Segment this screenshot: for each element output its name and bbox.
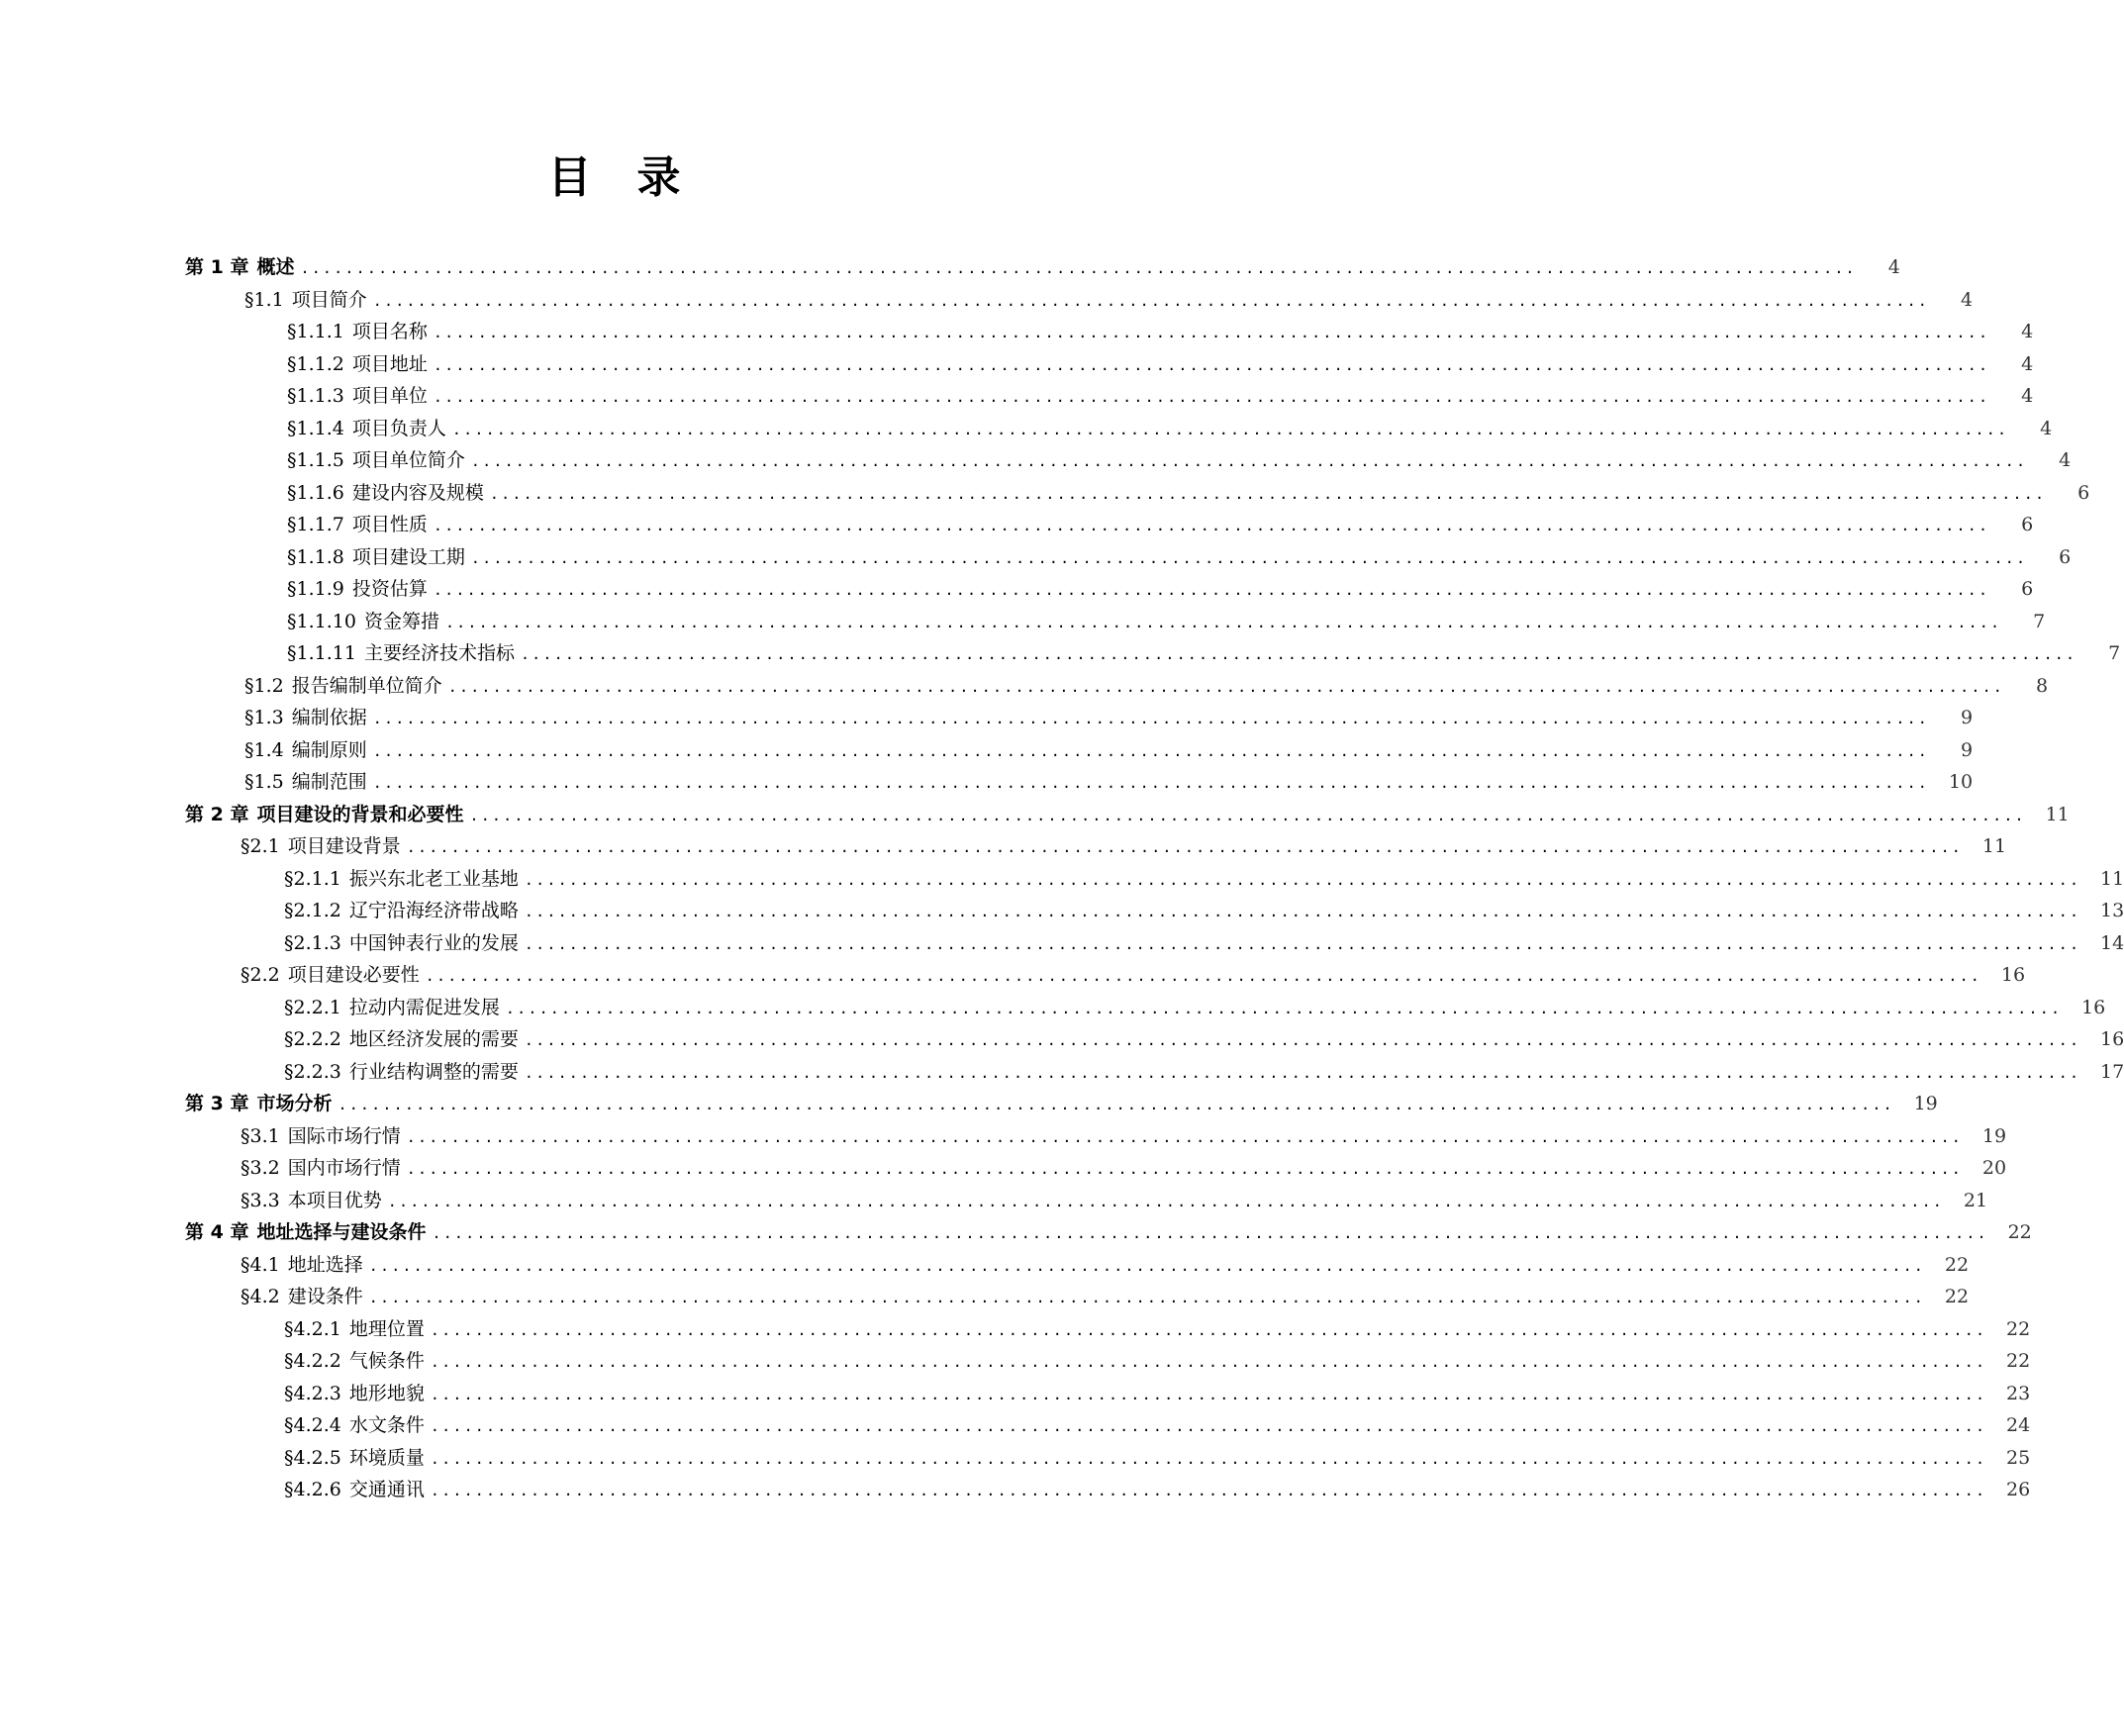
toc-entry-title: 地址选择与建设条件 xyxy=(256,1221,427,1243)
toc-entry-title: 地形地貌 xyxy=(348,1383,425,1404)
toc-entry-page: 20 xyxy=(1981,1157,2007,1179)
toc-entry-page: 9 xyxy=(1960,707,1974,728)
toc-entry[interactable] xyxy=(287,409,2053,440)
toc-entry[interactable] xyxy=(284,1019,2124,1051)
toc-dot-leader: ............................................................................................................................................ xyxy=(387,1193,1945,1210)
toc-entry[interactable] xyxy=(284,923,2124,955)
toc-entry[interactable] xyxy=(284,891,2124,922)
toc-entry-page: 6 xyxy=(2021,578,2034,600)
toc-entry-page: 11 xyxy=(2045,804,2070,825)
toc-entry[interactable] xyxy=(284,1405,2031,1437)
toc-entry-page: 16 xyxy=(2000,964,2026,986)
toc-dot-leader: ............................................................................................................................................ xyxy=(470,452,2028,470)
toc-entry[interactable] xyxy=(185,1084,1938,1115)
toc-entry-page: 6 xyxy=(2059,546,2072,568)
toc-dot-leader: ............................................................................................................................................ xyxy=(300,259,1857,277)
toc-entry[interactable] xyxy=(244,280,1974,312)
toc-entry-number: §2.1.3 xyxy=(284,932,341,954)
toc-entry-page: 24 xyxy=(2006,1414,2031,1436)
toc-entry-page: 7 xyxy=(2033,611,2046,632)
toc-dot-leader: ............................................................................................................................................ xyxy=(524,1064,2081,1082)
toc-entry-title: 概述 xyxy=(256,256,295,278)
toc-dot-leader: ............................................................................................................................................ xyxy=(433,517,1990,534)
toc-entry-page: 8 xyxy=(2035,675,2049,697)
toc-entry-title: 项目性质 xyxy=(351,514,428,535)
toc-entry-page: 19 xyxy=(1913,1093,1938,1114)
toc-entry-number: §1.2 xyxy=(244,675,284,697)
toc-entry-title: 项目地址 xyxy=(351,353,428,375)
toc-entry[interactable] xyxy=(287,505,2034,536)
toc-entry-title: 地区经济发展的需要 xyxy=(348,1028,519,1050)
toc-entry-title: 项目负责人 xyxy=(351,418,446,439)
toc-entry-title: 水文条件 xyxy=(348,1414,425,1436)
toc-entry[interactable] xyxy=(185,795,2070,826)
toc-entry-title: 气候条件 xyxy=(348,1350,425,1372)
toc-entry-page: 26 xyxy=(2006,1479,2031,1500)
toc-dot-leader: ............................................................................................................................................ xyxy=(368,1289,1926,1306)
toc-entry[interactable] xyxy=(287,344,2034,376)
toc-entry-number: 第 4 章 xyxy=(185,1221,249,1243)
toc-dot-leader: ............................................................................................................................................ xyxy=(520,645,2077,663)
toc-entry-page: 4 xyxy=(2021,353,2034,375)
toc-entry-number: §2.2.1 xyxy=(284,997,341,1018)
toc-entry-title: 报告编制单位简介 xyxy=(291,675,442,697)
toc-entry-title: 辽宁沿海经济带战略 xyxy=(348,900,519,921)
toc-entry-title: 国际市场行情 xyxy=(287,1125,401,1147)
toc-entry-page: 4 xyxy=(1960,289,1974,311)
toc-entry[interactable] xyxy=(287,440,2072,472)
toc-dot-leader: ............................................................................................................................................ xyxy=(406,1128,1964,1146)
toc-entry-title: 建设条件 xyxy=(287,1286,363,1307)
toc-dot-leader: ............................................................................................................................................ xyxy=(505,1000,2063,1017)
toc-dot-leader: ............................................................................................................................................ xyxy=(430,1353,1987,1371)
toc-entry[interactable] xyxy=(244,666,2049,698)
toc-dot-leader: ............................................................................................................................................ xyxy=(425,967,1982,985)
toc-entry[interactable] xyxy=(244,698,1974,729)
toc-dot-leader: ............................................................................................................................................ xyxy=(430,1482,1987,1499)
toc-entry-number: §1.1 xyxy=(244,289,284,311)
toc-entry-page: 4 xyxy=(2021,385,2034,407)
toc-entry-page: 16 xyxy=(2081,997,2106,1018)
toc-dot-leader: ............................................................................................................................................ xyxy=(372,774,1930,792)
toc-entry[interactable] xyxy=(284,1309,2031,1341)
toc-entry-title: 项目名称 xyxy=(351,321,428,342)
toc-entry-title: 项目建设背景 xyxy=(287,835,401,857)
toc-entry-title: 本项目优势 xyxy=(287,1190,382,1211)
toc-dot-leader: ............................................................................................................................................ xyxy=(368,1257,1926,1275)
toc-dot-leader: ............................................................................................................................................ xyxy=(470,549,2028,567)
toc-entry-title: 建设内容及规模 xyxy=(351,482,484,504)
toc-entry-number: §4.2.4 xyxy=(284,1414,341,1436)
toc-entry-page: 21 xyxy=(1963,1190,1988,1211)
toc-entry-title: 市场分析 xyxy=(256,1093,333,1114)
toc-entry-page: 4 xyxy=(2021,321,2034,342)
toc-entry-number: §1.3 xyxy=(244,707,284,728)
toc-dot-leader: ............................................................................................................................................ xyxy=(524,935,2081,953)
toc-entry-page: 22 xyxy=(2006,1350,2031,1372)
toc-entry[interactable] xyxy=(284,1052,2124,1084)
toc-entry-page: 13 xyxy=(2100,900,2124,921)
toc-dot-leader: ............................................................................................................................................ xyxy=(372,710,1930,727)
toc-entry-page: 19 xyxy=(1981,1125,2007,1147)
toc-entry[interactable] xyxy=(185,1212,2032,1244)
toc-entry-number: §1.4 xyxy=(244,739,284,761)
toc-entry-title: 投资估算 xyxy=(351,578,428,600)
toc-entry-title: 编制依据 xyxy=(291,707,367,728)
page-title: 目 录 xyxy=(547,152,681,203)
toc-entry-number: §1.1.7 xyxy=(287,514,344,535)
toc-entry-number: 第 2 章 xyxy=(185,804,249,825)
toc-dot-leader: ............................................................................................................................................ xyxy=(469,807,2026,824)
toc-entry-number: §3.2 xyxy=(241,1157,280,1179)
toc-entry-title: 项目简介 xyxy=(291,289,367,311)
toc-dot-leader: ............................................................................................................................................ xyxy=(406,838,1964,856)
toc-dot-leader: ............................................................................................................................................ xyxy=(489,485,2047,503)
toc-entry-title: 行业结构调整的需要 xyxy=(348,1061,519,1083)
toc-dot-leader: ............................................................................................................................................ xyxy=(406,1160,1964,1178)
toc-entry[interactable] xyxy=(287,473,2090,505)
toc-dot-leader: ............................................................................................................................................ xyxy=(444,614,2002,631)
toc-dot-leader: ............................................................................................................................................ xyxy=(433,388,1990,406)
toc-entry-number: §1.1.10 xyxy=(287,611,356,632)
toc-entry-number: §3.1 xyxy=(241,1125,280,1147)
toc-entry-title: 编制范围 xyxy=(291,771,367,793)
toc-entry-page: 6 xyxy=(2021,514,2034,535)
toc-entry-number: §2.1 xyxy=(241,835,280,857)
toc-entry-number: §1.1.6 xyxy=(287,482,344,504)
toc-entry-number: §1.1.4 xyxy=(287,418,344,439)
toc-dot-leader: ............................................................................................................................................ xyxy=(372,292,1930,310)
toc-entry-title: 项目建设工期 xyxy=(351,546,465,568)
toc-entry[interactable] xyxy=(284,859,2124,891)
toc-entry-page: 14 xyxy=(2100,932,2124,954)
toc-entry-number: §2.1.1 xyxy=(284,868,341,890)
toc-entry-title: 环境质量 xyxy=(348,1447,425,1469)
toc-entry-page: 7 xyxy=(2108,642,2121,664)
toc-entry-number: §2.2.2 xyxy=(284,1028,341,1050)
toc-entry[interactable] xyxy=(287,312,2034,343)
toc-entry[interactable] xyxy=(287,569,2034,601)
toc-entry-number: §1.1.9 xyxy=(287,578,344,600)
toc-dot-leader: ............................................................................................................................................ xyxy=(433,356,1990,374)
toc-entry[interactable] xyxy=(241,1181,1988,1212)
toc-entry[interactable] xyxy=(284,1374,2031,1405)
toc-dot-leader: ............................................................................................................................................ xyxy=(430,1417,1987,1435)
toc-entry-page: 22 xyxy=(1944,1286,1970,1307)
toc-entry-title: 项目单位简介 xyxy=(351,449,465,471)
toc-entry-page: 17 xyxy=(2100,1061,2124,1083)
toc-entry[interactable] xyxy=(287,537,2072,569)
toc-dot-leader: ............................................................................................................................................ xyxy=(524,871,2081,889)
toc-entry-title: 地址选择 xyxy=(287,1254,363,1276)
toc-entry-page: 22 xyxy=(2006,1318,2031,1340)
toc-dot-leader: ............................................................................................................................................ xyxy=(430,1386,1987,1403)
toc-entry-number: §4.2.5 xyxy=(284,1447,341,1469)
toc-entry-title: 中国钟表行业的发展 xyxy=(348,932,519,954)
toc-entry-number: §4.2.3 xyxy=(284,1383,341,1404)
toc-dot-leader: ............................................................................................................................................ xyxy=(430,1321,1987,1339)
toc-entry-number: §1.1.8 xyxy=(287,546,344,568)
toc-entry[interactable] xyxy=(284,1470,2031,1501)
toc-entry-number: §4.2.1 xyxy=(284,1318,341,1340)
toc-entry-page: 4 xyxy=(2059,449,2072,471)
toc-entry-number: §1.5 xyxy=(244,771,284,793)
toc-dot-leader: ............................................................................................................................................ xyxy=(524,903,2081,920)
toc-entry-title: 振兴东北老工业基地 xyxy=(348,868,519,890)
toc-entry[interactable] xyxy=(244,730,1974,762)
toc-dot-leader: ............................................................................................................................................ xyxy=(338,1096,1894,1113)
toc-entry-number: §3.3 xyxy=(241,1190,280,1211)
toc-entry-title: 主要经济技术指标 xyxy=(363,642,515,664)
toc-entry-number: §1.1.5 xyxy=(287,449,344,471)
toc-entry-title: 地理位置 xyxy=(348,1318,425,1340)
toc-entry-number: §4.2.6 xyxy=(284,1479,341,1500)
toc-entry[interactable] xyxy=(284,1341,2031,1373)
toc-entry-page: 9 xyxy=(1960,739,1974,761)
toc-entry-page: 4 xyxy=(2040,418,2053,439)
toc-entry-page: 23 xyxy=(2006,1383,2031,1404)
toc-entry-number: §1.1.2 xyxy=(287,353,344,375)
toc-entry[interactable] xyxy=(241,955,2026,987)
toc-entry[interactable] xyxy=(284,988,2106,1019)
toc-entry-title: 编制原则 xyxy=(291,739,367,761)
toc-entry-title: 资金筹措 xyxy=(363,611,439,632)
toc-entry-title: 项目建设的背景和必要性 xyxy=(256,804,464,825)
toc-entry[interactable] xyxy=(244,762,1974,794)
toc-dot-leader: ............................................................................................................................................ xyxy=(433,324,1990,341)
toc-dot-leader: ............................................................................................................................................ xyxy=(433,581,1990,599)
toc-entry-title: 交通通讯 xyxy=(348,1479,425,1500)
toc-entry-page: 16 xyxy=(2100,1028,2124,1050)
toc-entry-page: 11 xyxy=(1981,835,2007,857)
toc-entry-number: §2.1.2 xyxy=(284,900,341,921)
toc-entry-number: §4.2.2 xyxy=(284,1350,341,1372)
toc-entry[interactable] xyxy=(241,1245,1970,1277)
toc-entry-title: 项目单位 xyxy=(351,385,428,407)
toc-entry-number: §1.1.11 xyxy=(287,642,356,664)
toc-entry-page: 11 xyxy=(2100,868,2124,890)
toc-entry-page: 4 xyxy=(1887,256,1900,278)
toc-entry[interactable] xyxy=(241,826,2007,858)
toc-entry-number: 第 3 章 xyxy=(185,1093,249,1114)
toc-entry-page: 22 xyxy=(2007,1221,2032,1243)
toc-entry-page: 6 xyxy=(2077,482,2090,504)
toc-entry-title: 拉动内需促进发展 xyxy=(348,997,500,1018)
toc-entry-number: §4.2 xyxy=(241,1286,280,1307)
toc-entry-number: §1.1.1 xyxy=(287,321,344,342)
toc-entry[interactable] xyxy=(185,247,1900,279)
toc-dot-leader: ............................................................................................................................................ xyxy=(451,421,2009,438)
toc-entry[interactable] xyxy=(287,376,2034,408)
toc-dot-leader: ............................................................................................................................................ xyxy=(372,742,1930,760)
toc-entry[interactable] xyxy=(241,1116,2007,1148)
toc-entry-number: §4.1 xyxy=(241,1254,280,1276)
toc-entry-number: 第 1 章 xyxy=(185,256,249,278)
toc-dot-leader: ............................................................................................................................................ xyxy=(447,678,2005,696)
toc-entry[interactable] xyxy=(287,602,2046,633)
toc-entry-page: 10 xyxy=(1948,771,1974,793)
toc-entry-title: 项目建设必要性 xyxy=(287,964,420,986)
toc-entry[interactable] xyxy=(241,1148,2007,1180)
toc-entry-title: 国内市场行情 xyxy=(287,1157,401,1179)
toc-entry[interactable] xyxy=(241,1277,1970,1308)
toc-entry-number: §2.2 xyxy=(241,964,280,986)
toc-dot-leader: ............................................................................................................................................ xyxy=(430,1450,1987,1468)
toc-entry-page: 25 xyxy=(2006,1447,2031,1469)
toc-entry-number: §1.1.3 xyxy=(287,385,344,407)
toc-dot-leader: ............................................................................................................................................ xyxy=(524,1031,2081,1049)
toc-entry-page: 22 xyxy=(1944,1254,1970,1276)
toc-entry[interactable] xyxy=(287,633,2121,665)
toc-dot-leader: ............................................................................................................................................ xyxy=(432,1224,1988,1242)
toc-entry-number: §2.2.3 xyxy=(284,1061,341,1083)
toc-entry[interactable] xyxy=(284,1438,2031,1470)
